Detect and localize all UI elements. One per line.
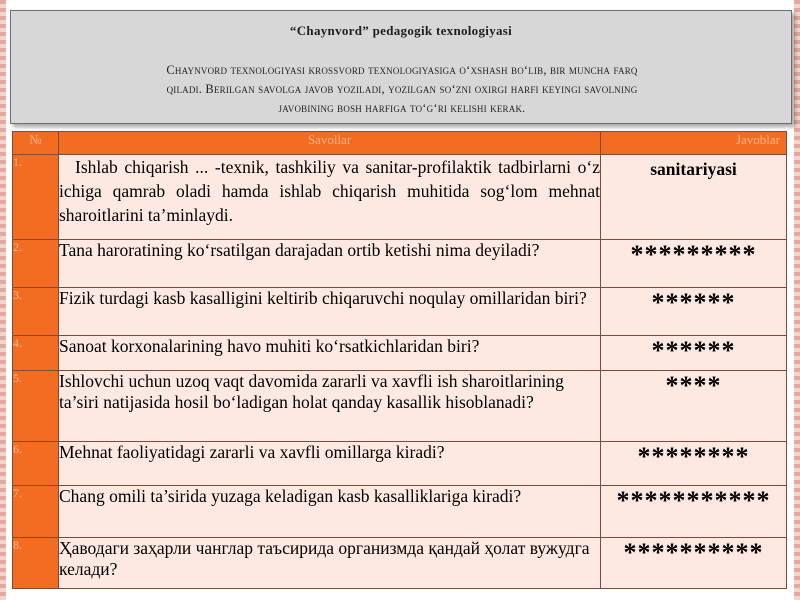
question-cell: Chang omili ta’sirida yuzaga keladigan kasb kasalliklariga kiradi? [59, 486, 601, 538]
table-row [13, 288, 787, 336]
table-row [13, 371, 787, 442]
answer-cell: **** [601, 371, 787, 442]
row-number: 3. [13, 288, 59, 336]
question-cell: Sanoat korxonalarining havo muhiti ko‘rsatkichlaridan biri? [59, 336, 601, 371]
table-row [13, 155, 787, 240]
column-header-answers: Javoblar [601, 132, 787, 155]
table-row [13, 538, 787, 589]
table-header-row [13, 132, 787, 155]
row-number: 6. [13, 442, 59, 486]
question-cell: Ishlab chiqarish ... -texnik, tashkiliy va sanitar-profilaktik tadbirlarni o‘z ichiga qamrab oladi hamda ishlab chiqarish muhitida sog‘lom mehnat sharoitlarini ta’minlaydi. [59, 155, 601, 240]
question-cell: Tana haroratining ko‘rsatilgan darajadan ortib ketishi nima deyiladi? [59, 240, 601, 288]
row-number: 7. [13, 486, 59, 538]
question-cell: Ishlovchi uchun uzoq vaqt davomida zararli va xavfli ish sharoitlarining ta’siri natijasida hosil bo‘ladigan holat qanday kasallik hisoblanadi? [59, 371, 601, 442]
row-number: 8. [13, 538, 59, 589]
table-row [13, 486, 787, 538]
answer-cell: *********** [601, 486, 787, 538]
row-number: 4. [13, 336, 59, 371]
instructions-box [10, 10, 792, 124]
question-cell: Ҳаводаги заҳарли чанглар таъсирида организмда қандай ҳолат вужудга келади? [59, 538, 601, 589]
answer-cell: ****** [601, 288, 787, 336]
row-number: 5. [13, 371, 59, 442]
instructions-text [27, 61, 777, 118]
table-row [13, 336, 787, 371]
answer-cell: ********* [601, 240, 787, 288]
row-number: 2. [13, 240, 59, 288]
table-row [13, 240, 787, 288]
instructions-line-2: qiladi. Berilgan savolga javob yoziladi, yozilgan so‘zni oxirgi harfi keyingi savolning [166, 82, 638, 96]
questions-table [12, 131, 787, 589]
left-decorative-stripe [0, 0, 6, 600]
instructions-line-1: Chaynvord texnologiyasi krossvord texnologiyasiga o‘xshash bo‘lib, bir muncha farq [166, 63, 638, 77]
page-title: “Chaynvord” pedagogik texnologiyasi [289, 23, 513, 38]
question-cell: Mehnat faoliyatidagi zararli va xavfli omillarga kiradi? [59, 442, 601, 486]
answer-cell: ****** [601, 336, 787, 371]
instructions-line-3: javobining bosh harfiga to‘g‘ri kelishi kerak. [278, 101, 526, 115]
column-header-number: № [13, 132, 59, 155]
row-number: 1. [13, 155, 59, 240]
question-cell: Fizik turdagi kasb kasalligini keltirib chiqaruvchi noqulay omillaridan biri? [59, 288, 601, 336]
table-row [13, 442, 787, 486]
answer-cell: ********** [601, 538, 787, 589]
answer-cell: sanitariyasi [601, 155, 787, 240]
answer-cell: ******** [601, 442, 787, 486]
right-decorative-stripe [794, 0, 800, 600]
column-header-questions: Savollar [59, 132, 601, 155]
